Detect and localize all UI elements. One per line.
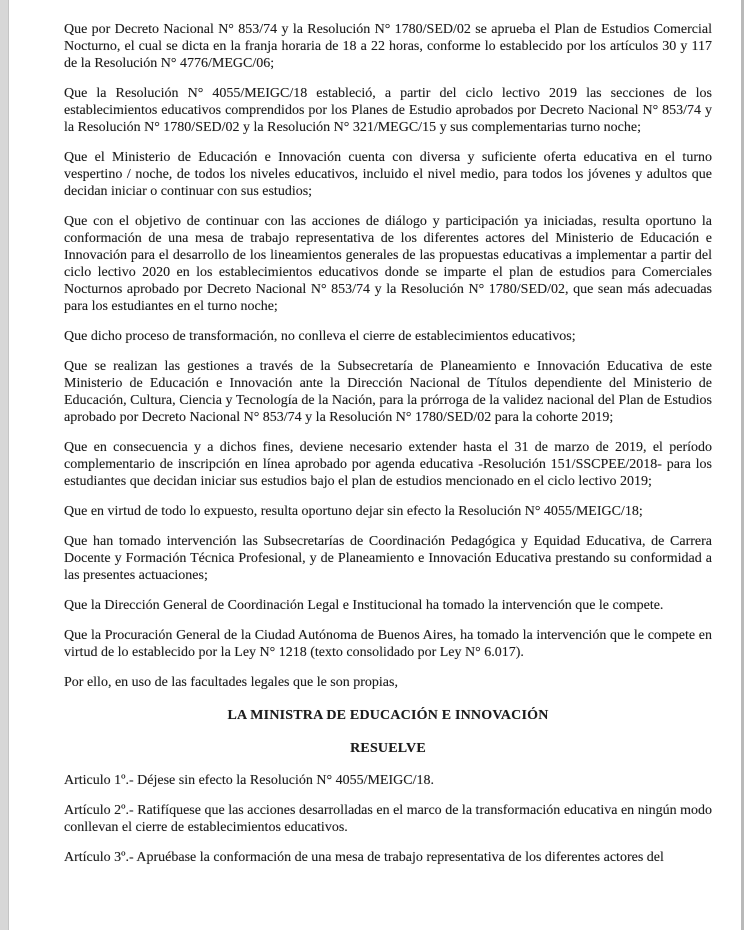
recital-paragraph-10: Que la Dirección General de Coordinación Legal e Institucional ha tomado la intervención que le compete. (64, 598, 664, 613)
recital-paragraph-5: Que dicho proceso de transformación, no conlleva el cierre de establecimientos educativos; (64, 329, 576, 344)
recital-paragraph-6: Que se realizan las gestiones a través de la Subsecretaría de Planeamiento e Innovación Educativa de este Ministerio de Educación e Innovación ante la Dirección Nacional de Títulos dependiente del Ministerio de Educación, Cultura, Ciencia y Tecnología de la Nación, para la prórroga de la validez nacional del Plan de Estudios aprobado por Decreto Nacional N° 853/74 y la Resolución N° 1780/SED/02 para la cohorte 2019; (64, 359, 712, 425)
recital-paragraph-7: Que en consecuencia y a dichos fines, deviene necesario extender hasta el 31 de marzo de 2019, el período complementario de inscripción en línea aprobado por agenda educativa -Resolución 151/SSCPEE/2018- para los estudiantes que decidan iniciar sus estudios bajo el plan de estudios mencionado en el ciclo lectivo 2019; (64, 440, 712, 489)
article-1: Articulo 1º.- Déjese sin efecto la Resolución N° 4055/MEIGC/18. (64, 773, 434, 788)
scan-right-edge (741, 0, 744, 930)
resolve-heading: RESUELVE (350, 741, 426, 756)
por-ello-paragraph: Por ello, en uso de las facultades legales que le son propias, (64, 675, 398, 690)
recital-paragraph-1: Que por Decreto Nacional N° 853/74 y la Resolución N° 1780/SED/02 se aprueba el Plan de Estudios Comercial Nocturno, el cual se dicta en la franja horaria de 18 a 22 horas, conforme lo establecido por los artículos 30 y 117 de la Resolución N° 4776/MEGC/06; (64, 22, 712, 71)
recital-paragraph-3: Que el Ministerio de Educación e Innovación cuenta con diversa y suficiente oferta educativa en el turno vespertino / noche, de todos los niveles educativos, incluido el nivel medio, para todos los jóvenes y adultos que decidan iniciar o continuar con sus estudios; (64, 150, 712, 199)
recital-paragraph-4: Que con el objetivo de continuar con las acciones de diálogo y participación ya iniciadas, resulta oportuno la conformación de una mesa de trabajo representativa de los diferentes actores del Ministerio de Educación e Innovación para el desarrollo de los lineamientos generales de las propuestas educativas a implementar a partir del ciclo lectivo 2020 en los establecimientos educativos donde se imparte el plan de estudios para Comerciales Nocturnos aprobado por Decreto Nacional N° 853/74 y la Resolución N° 1780/SED/02, que sean más adecuadas para los estudiantes en el turno noche; (64, 214, 712, 314)
document-content (64, 21, 712, 866)
recital-paragraph-2: Que la Resolución N° 4055/MEIGC/18 estableció, a partir del ciclo lectivo 2019 las secciones de los establecimientos educativos comprendidos por los Planes de Estudio aprobados por Decreto Nacional N° 853/74 y la Resolución N° 1780/SED/02 y la Resolución N° 321/MEGC/15 y sus complementarias turno noche; (64, 86, 712, 135)
scan-left-edge (0, 0, 9, 930)
recital-paragraph-9: Que han tomado intervención las Subsecretarías de Coordinación Pedagógica y Equidad Educativa, de Carrera Docente y Formación Técnica Profesional, y de Planeamiento e Innovación Educativa prestando su conformidad a las presentes actuaciones; (64, 534, 712, 583)
authority-heading: LA MINISTRA DE EDUCACIÓN E INNOVACIÓN (227, 708, 549, 723)
article-2: Artículo 2º.- Ratifíquese que las acciones desarrolladas en el marco de la transformación educativa en ningún modo conllevan el cierre de establecimientos educativos. (64, 803, 712, 835)
article-3: Artículo 3º.- Apruébase la conformación de una mesa de trabajo representativa de los diferentes actores del (64, 850, 664, 865)
recital-paragraph-8: Que en virtud de todo lo expuesto, resulta oportuno dejar sin efecto la Resolución N° 4055/MEIGC/18; (64, 504, 643, 519)
recital-paragraph-11: Que la Procuración General de la Ciudad Autónoma de Buenos Aires, ha tomado la intervención que le compete en virtud de lo establecido por la Ley N° 1218 (texto consolidado por Ley N° 6.017). (64, 628, 712, 660)
